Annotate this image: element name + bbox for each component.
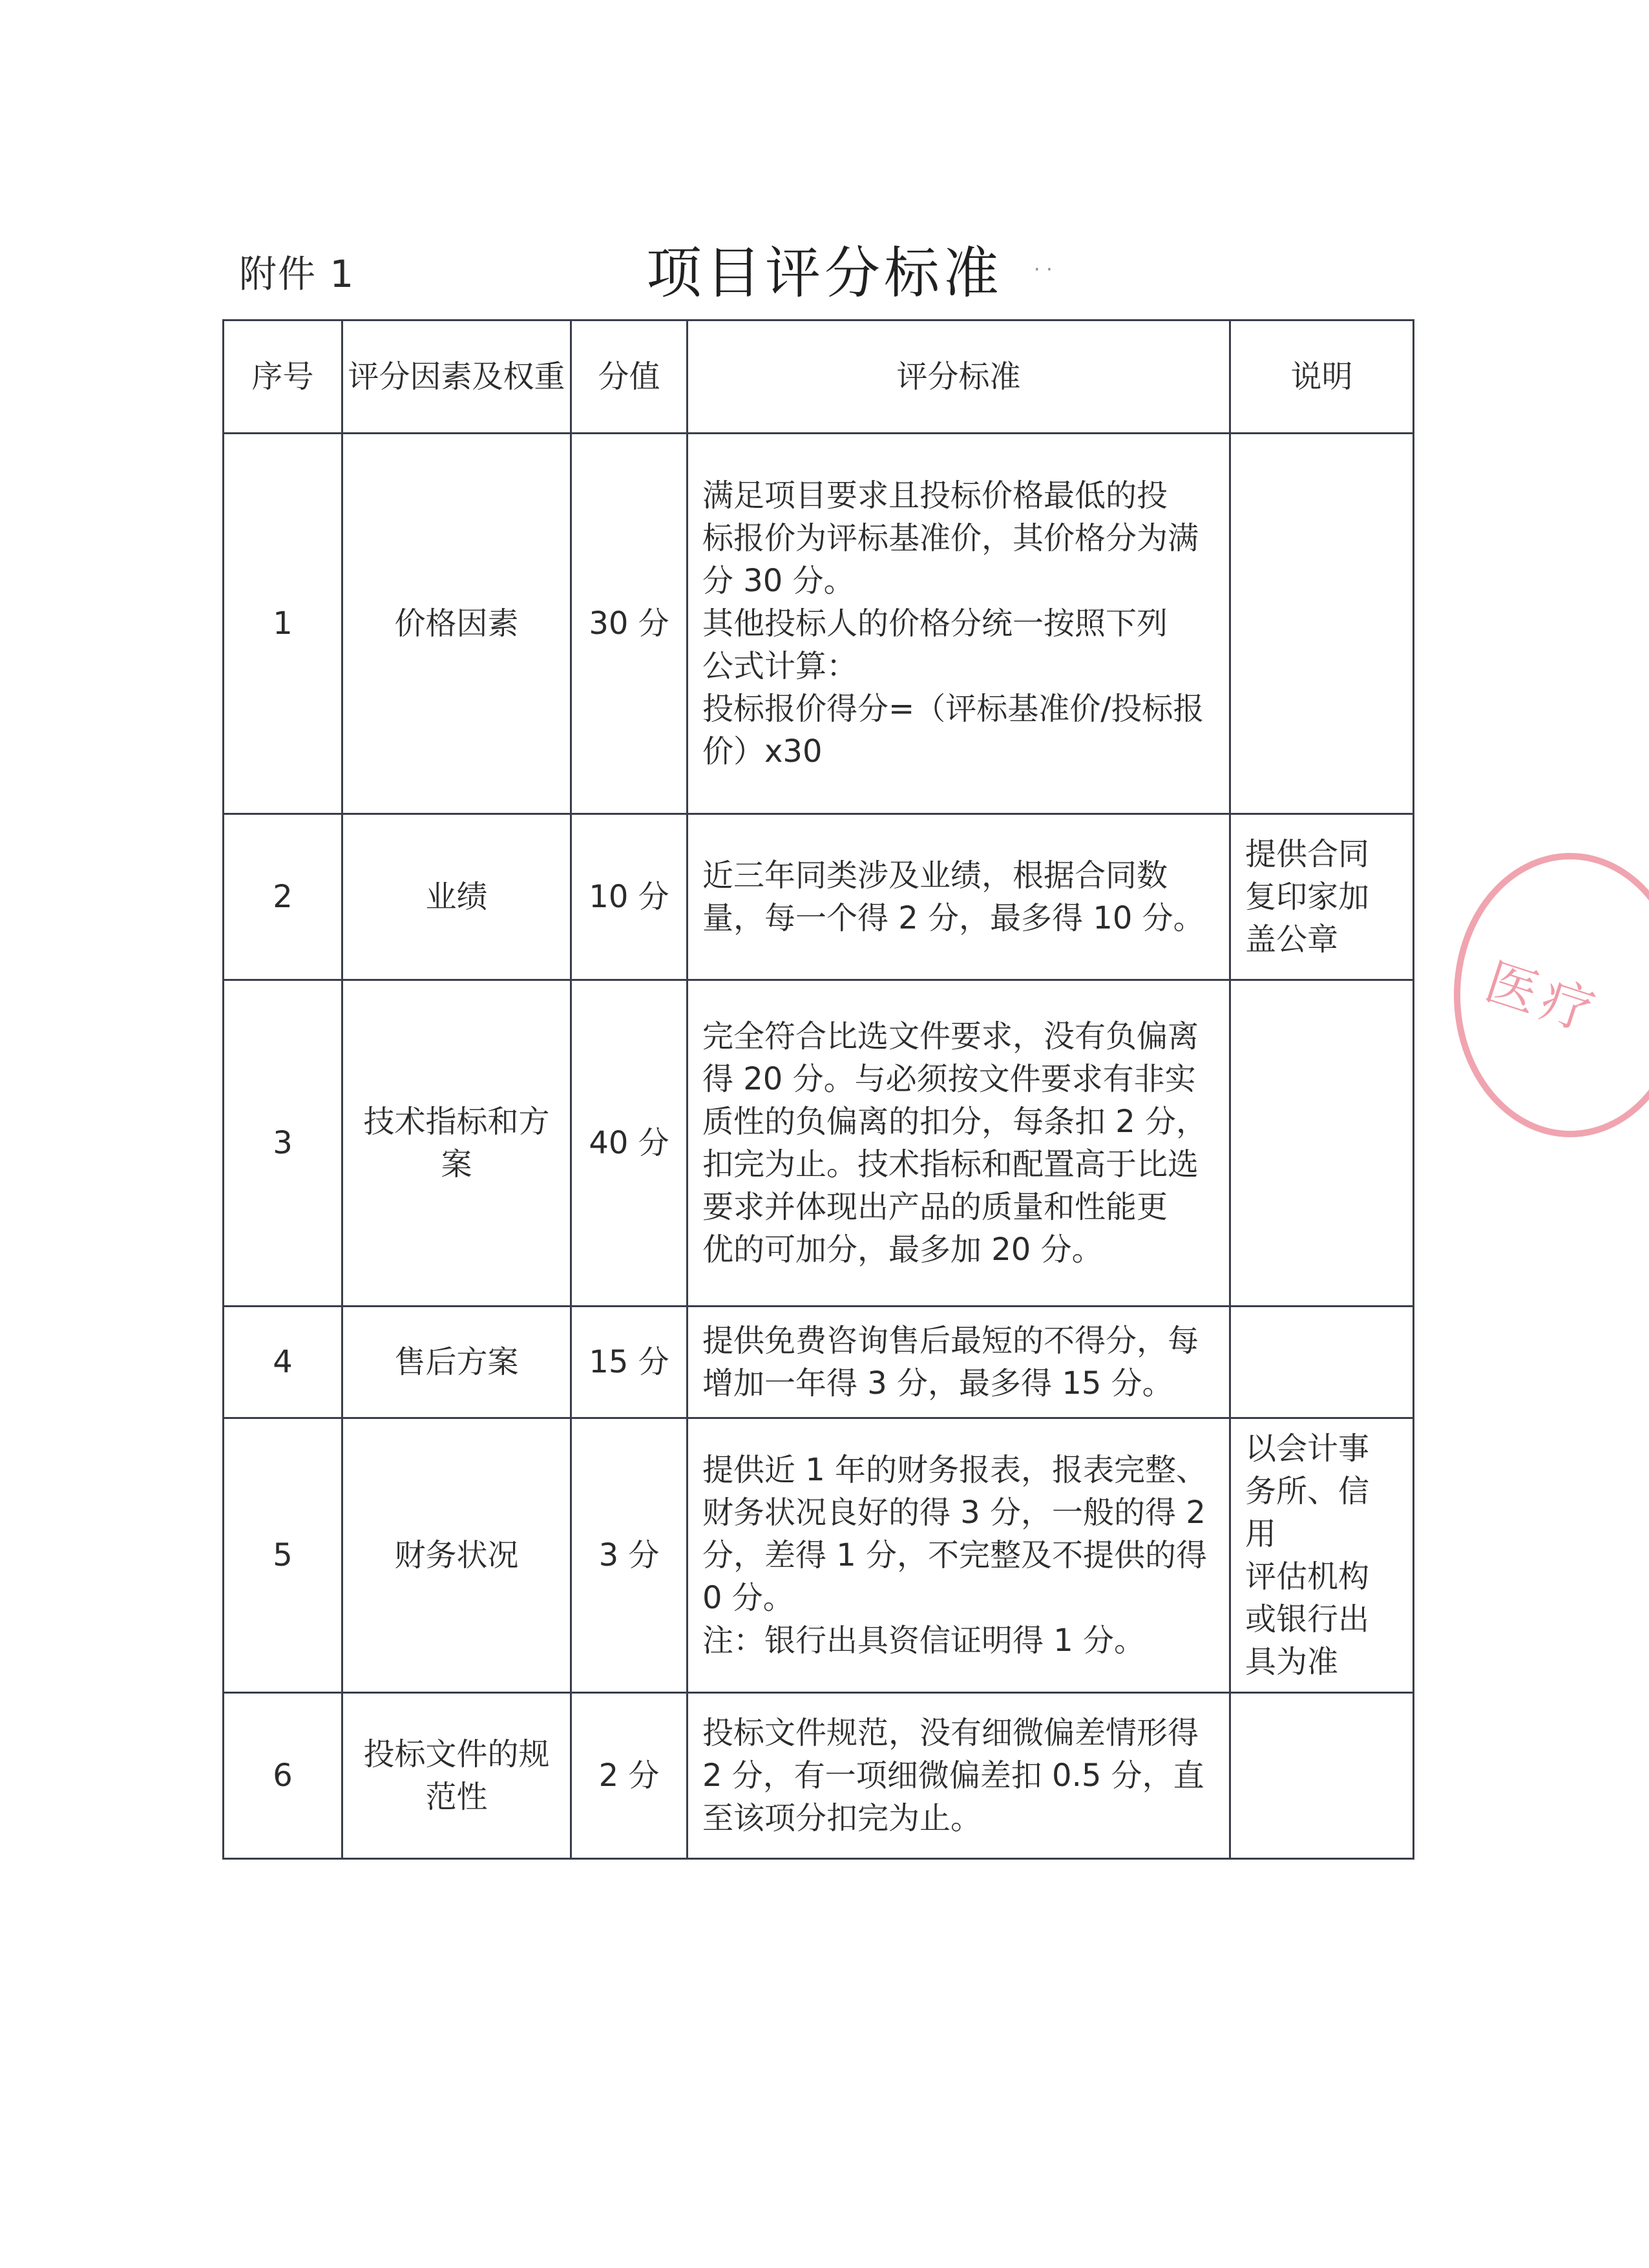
- col-header-no: 序号: [224, 320, 342, 434]
- row-criteria: 投标文件规范，没有细微偏差情形得 2 分，有一项细微偏差扣 0.5 分，直 至该项分扣完为止。: [688, 1693, 1230, 1859]
- row-score: 3 分: [571, 1418, 688, 1693]
- table-row: [224, 814, 1414, 980]
- table-row: [224, 1307, 1414, 1418]
- row-criteria: 满足项目要求且投标价格最低的投 标报价为评标基准价，其价格分为满 分 30 分。 其他投标人的价格分统一按照下列 公式计算： 投标报价得分=（评标基准价/投标报 价）x30: [688, 434, 1230, 814]
- document-title: 项目评分标准: [646, 241, 1003, 306]
- row-factor: 价格因素: [342, 434, 571, 814]
- row-no: 3: [224, 980, 342, 1307]
- row-factor: 业绩: [342, 814, 571, 980]
- row-no: 2: [224, 814, 342, 980]
- row-score: 40 分: [571, 980, 688, 1307]
- stamp-text: 医疗: [1478, 951, 1608, 1045]
- row-note: 提供合同 复印家加 盖公章: [1230, 814, 1414, 980]
- table-row: [224, 980, 1414, 1307]
- row-no: 5: [224, 1418, 342, 1693]
- table-header-row: [224, 320, 1414, 434]
- row-note: [1230, 980, 1414, 1307]
- row-note: [1230, 1693, 1414, 1859]
- row-factor: 财务状况: [342, 1418, 571, 1693]
- row-score: 2 分: [571, 1693, 688, 1859]
- row-note: 以会计事 务所、信用 评估机构 或银行出 具为准: [1230, 1418, 1414, 1693]
- row-factor: 售后方案: [342, 1307, 571, 1418]
- scoring-table: [222, 319, 1414, 1860]
- table-row: [224, 1693, 1414, 1859]
- row-score: 30 分: [571, 434, 688, 814]
- scan-specks: · ·: [1034, 258, 1053, 281]
- col-header-note: 说明: [1230, 320, 1414, 434]
- row-no: 1: [224, 434, 342, 814]
- row-note: [1230, 434, 1414, 814]
- row-no: 6: [224, 1693, 342, 1859]
- row-criteria: 完全符合比选文件要求，没有负偏离 得 20 分。与必须按文件要求有非实 质性的负偏离的扣分，每条扣 2 分， 扣完为止。技术指标和配置高于比选 要求并体现出产品的质量和性能更 优的可加分，最多加 20 分。: [688, 980, 1230, 1307]
- row-note: [1230, 1307, 1414, 1418]
- row-no: 4: [224, 1307, 342, 1418]
- col-header-score: 分值: [571, 320, 688, 434]
- row-criteria: 提供免费咨询售后最短的不得分，每 增加一年得 3 分，最多得 15 分。: [688, 1307, 1230, 1418]
- row-factor: 技术指标和方案: [342, 980, 571, 1307]
- row-criteria: 近三年同类涉及业绩，根据合同数 量，每一个得 2 分，最多得 10 分。: [688, 814, 1230, 980]
- red-seal-stamp: [1454, 853, 1649, 1137]
- col-header-factor: 评分因素及权重: [342, 320, 571, 434]
- table-row: [224, 1418, 1414, 1693]
- table-row: [224, 434, 1414, 814]
- row-score: 15 分: [571, 1307, 688, 1418]
- row-criteria: 提供近 1 年的财务报表，报表完整、 财务状况良好的得 3 分，一般的得 2 分，差得 1 分，不完整及不提供的得 0 分。 注：银行出具资信证明得 1 分。: [688, 1418, 1230, 1693]
- annex-label: 附件 1: [239, 252, 355, 296]
- col-header-criteria: 评分标准: [688, 320, 1230, 434]
- row-factor: 投标文件的规范性: [342, 1693, 571, 1859]
- row-score: 10 分: [571, 814, 688, 980]
